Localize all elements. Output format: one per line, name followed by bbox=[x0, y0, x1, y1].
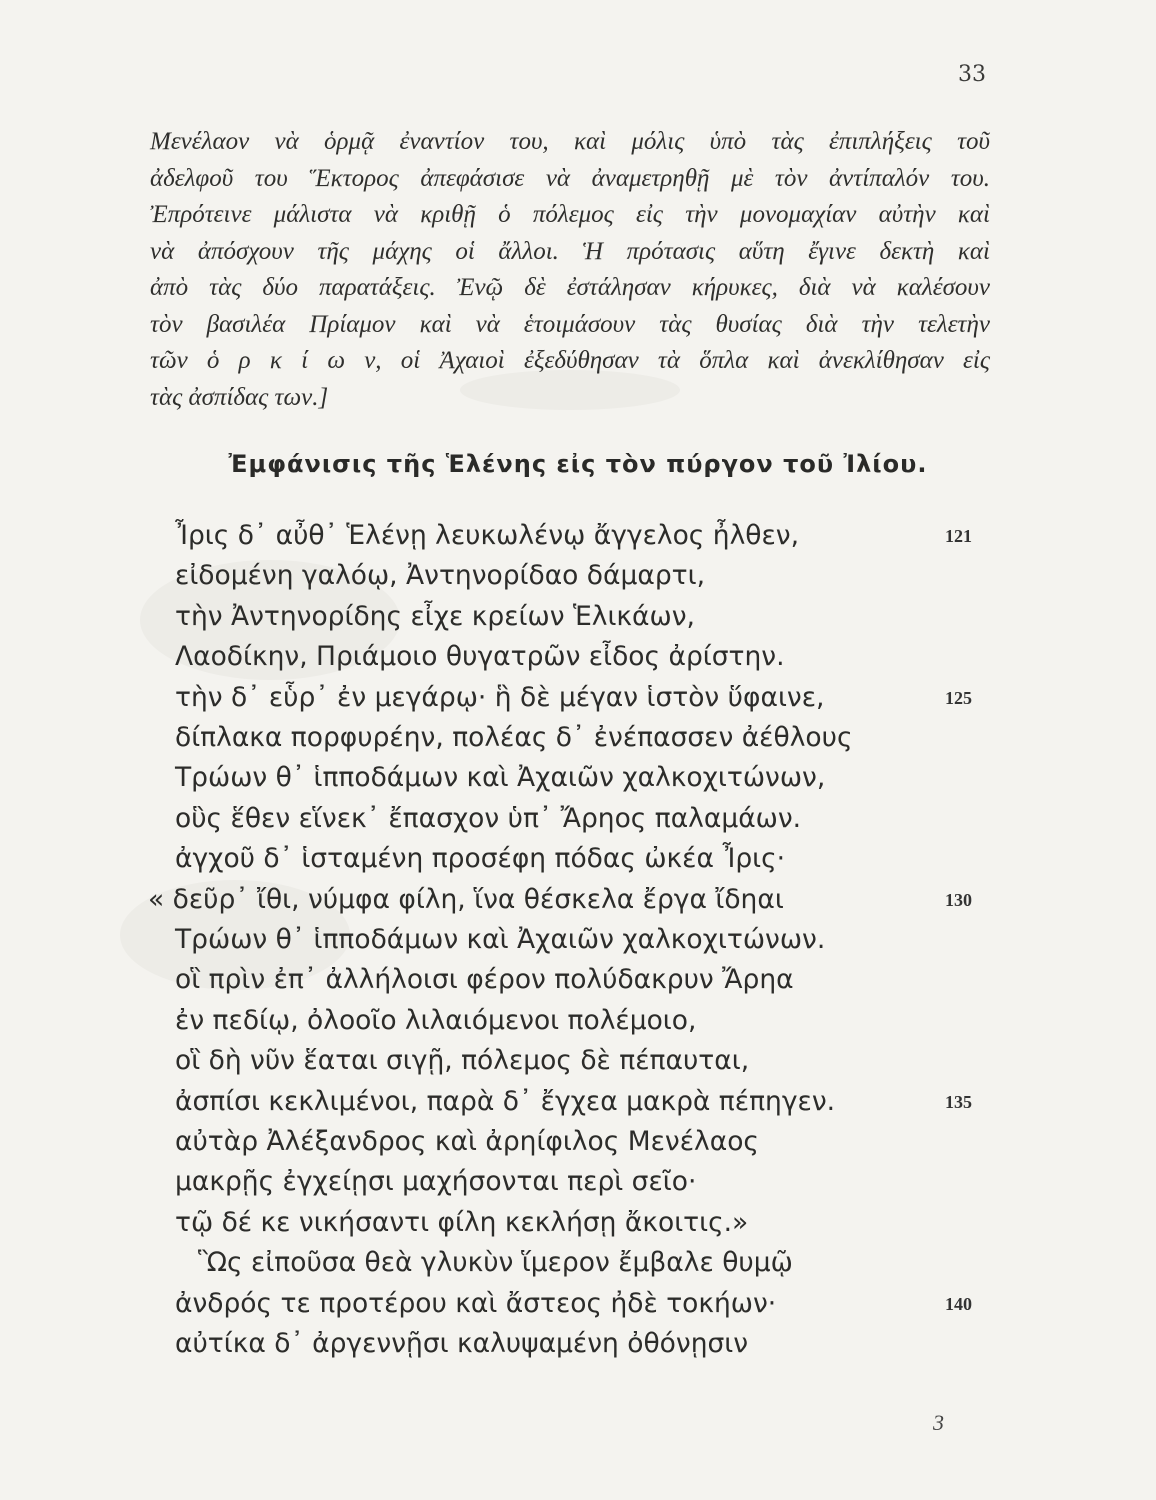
intro-line: τὸν βασιλέα Πρίαμον καὶ νὰ ἑτοιμάσουν τὰς θυσίας διὰ τὴν τελετὴν bbox=[150, 310, 990, 338]
intro-line: τῶν ὁ ρ κ ί ω ν, οἱ Ἀχαιοὶ ἐξεδύθησαν τὰ ὅπλα καὶ ἀνεκλίθησαν εἰς bbox=[150, 347, 990, 374]
verse-line bbox=[0, 560, 1156, 602]
verse-line bbox=[0, 722, 1156, 764]
verse-text: τὴν Ἀντηνορίδης εἶχε κρείων Ἑλικάων, bbox=[175, 600, 695, 632]
verse-text: Τρώων θ᾽ ἱπποδάμων καὶ Ἀχαιῶν χαλκοχιτώνων. bbox=[175, 924, 826, 955]
page-number: 33 bbox=[958, 62, 986, 87]
verse-line bbox=[0, 682, 1156, 724]
verse-line bbox=[0, 520, 1156, 562]
verse-text: αὐτὰρ Ἀλέξανδρος καὶ ἀρηίφιλος Μενέλαος bbox=[175, 1126, 759, 1157]
verse-text: οἳ πρὶν ἐπ᾽ ἀλλήλοισι φέρον πολύδακρυν Ἄρηα bbox=[175, 964, 794, 996]
verse-line bbox=[0, 1207, 1156, 1249]
verse-line bbox=[0, 1126, 1156, 1168]
verse-line bbox=[0, 762, 1156, 804]
verse-line bbox=[0, 1247, 1156, 1289]
intro-line: ἀπὸ τὰς δύο παρατάξεις. Ἐνῷ δὲ ἐστάλησαν κήρυκες, διὰ νὰ καλέσουν bbox=[150, 274, 990, 301]
verse-text: τῷ δέ κε νικήσαντι φίλη κεκλήσῃ ἄκοιτις.» bbox=[175, 1206, 749, 1238]
section-heading: Ἐμφάνισις τῆς Ἑλένης εἰς τὸν πύργον τοῦ Ἰλίου. bbox=[228, 450, 928, 478]
verse-number: 130 bbox=[945, 889, 972, 910]
verse-text: δίπλακα πορφυρέην, πολέας δ᾽ ἐνέπασσεν ἀέθλους bbox=[175, 722, 853, 753]
verse-line bbox=[0, 924, 1156, 966]
verse-line bbox=[0, 1166, 1156, 1208]
verse-number: 135 bbox=[945, 1091, 972, 1112]
verse-text: οἳ δὴ νῦν ἕαται σιγῇ, πόλεμος δὲ πέπαυται, bbox=[175, 1045, 750, 1077]
verse-line bbox=[0, 803, 1156, 845]
verse-line bbox=[0, 1005, 1156, 1047]
verse-text: Λαοδίκην, Πριάμοιο θυγατρῶν εἶδος ἀρίστην. bbox=[175, 641, 785, 673]
verse-line bbox=[0, 964, 1156, 1006]
verse-number: 140 bbox=[945, 1293, 972, 1314]
verse-line bbox=[0, 641, 1156, 683]
intro-line: Ἐπρότεινε μάλιστα νὰ κριθῇ ὁ πόλεμος εἰς τὴν μονομαχίαν αὐτὴν καὶ bbox=[150, 201, 990, 228]
verse-text: μακρῇς ἐγχείῃσι μαχήσονται περὶ σεῖο· bbox=[175, 1166, 697, 1198]
verse-text: τὴν δ᾽ εὗρ᾽ ἐν μεγάρῳ· ἣ δὲ μέγαν ἱστὸν ὕφαινε, bbox=[175, 681, 825, 713]
verse-line bbox=[0, 601, 1156, 643]
intro-paragraph bbox=[150, 124, 990, 416]
verse-number: 121 bbox=[945, 526, 972, 546]
verse-line bbox=[0, 1288, 1156, 1330]
verse-text: ἐν πεδίῳ, ὀλοοῖο λιλαιόμενοι πολέμοιο, bbox=[175, 1004, 697, 1036]
printer-signature-mark: 3 bbox=[933, 1410, 944, 1435]
verse-text: εἰδομένη γαλόῳ, Ἀντηνορίδαο δάμαρτι, bbox=[175, 560, 705, 592]
verse-text: « δεῦρ᾽ ἴθι, νύμφα φίλη, ἵνα θέσκελα ἔργα ἴδηαι bbox=[148, 883, 784, 915]
intro-line: τὰς ἀσπίδας των.] bbox=[150, 383, 329, 411]
verse-text: ἀνδρός τε προτέρου καὶ ἄστεος ἠδὲ τοκήων· bbox=[175, 1287, 777, 1319]
verse-line bbox=[0, 1328, 1156, 1370]
verse-line bbox=[0, 1045, 1156, 1087]
verse-text: οὓς ἕθεν εἵνεκ᾽ ἔπασχον ὑπ᾽ Ἄρηος παλαμάων. bbox=[175, 802, 802, 834]
verse-text: ἀγχοῦ δ᾽ ἱσταμένη προσέφη πόδας ὠκέα Ἶρις· bbox=[175, 843, 786, 875]
intro-line: Μενέλαον νὰ ὁρμᾷ ἐναντίον του, καὶ μόλις ὑπὸ τὰς ἐπιπλήξεις τοῦ bbox=[150, 128, 990, 155]
intro-line: νὰ ἀπόσχουν τῆς μάχης οἱ ἄλλοι. Ἡ πρότασις αὕτη ἔγινε δεκτὴ καὶ bbox=[150, 237, 990, 265]
verse-text: Ὣς εἰποῦσα θεὰ γλυκὺν ἵμερον ἔμβαλε θυμῷ bbox=[198, 1247, 793, 1279]
verse-number: 125 bbox=[945, 687, 972, 708]
verse-text: ἀσπίσι κεκλιμένοι, παρὰ δ᾽ ἔγχεα μακρὰ πέπηγεν. bbox=[175, 1085, 836, 1117]
verse-line bbox=[0, 884, 1156, 926]
verse-line bbox=[0, 1086, 1156, 1128]
verse-line bbox=[0, 843, 1156, 885]
intro-line: ἀδελφοῦ του Ἕκτορος ἀπεφάσισε νὰ ἀναμετρηθῇ μὲ τὸν ἀντίπαλόν του. bbox=[150, 164, 990, 192]
verse-text: Τρώων θ᾽ ἱπποδάμων καὶ Ἀχαιῶν χαλκοχιτώνων, bbox=[175, 762, 826, 794]
verse-text: Ἶρις δ᾽ αὖθ᾽ Ἑλένῃ λευκωλένῳ ἄγγελος ἦλθεν, bbox=[175, 520, 800, 551]
verse-text: αὐτίκα δ᾽ ἀργεννῇσι καλυψαμένη ὀθόνῃσιν bbox=[175, 1328, 749, 1359]
